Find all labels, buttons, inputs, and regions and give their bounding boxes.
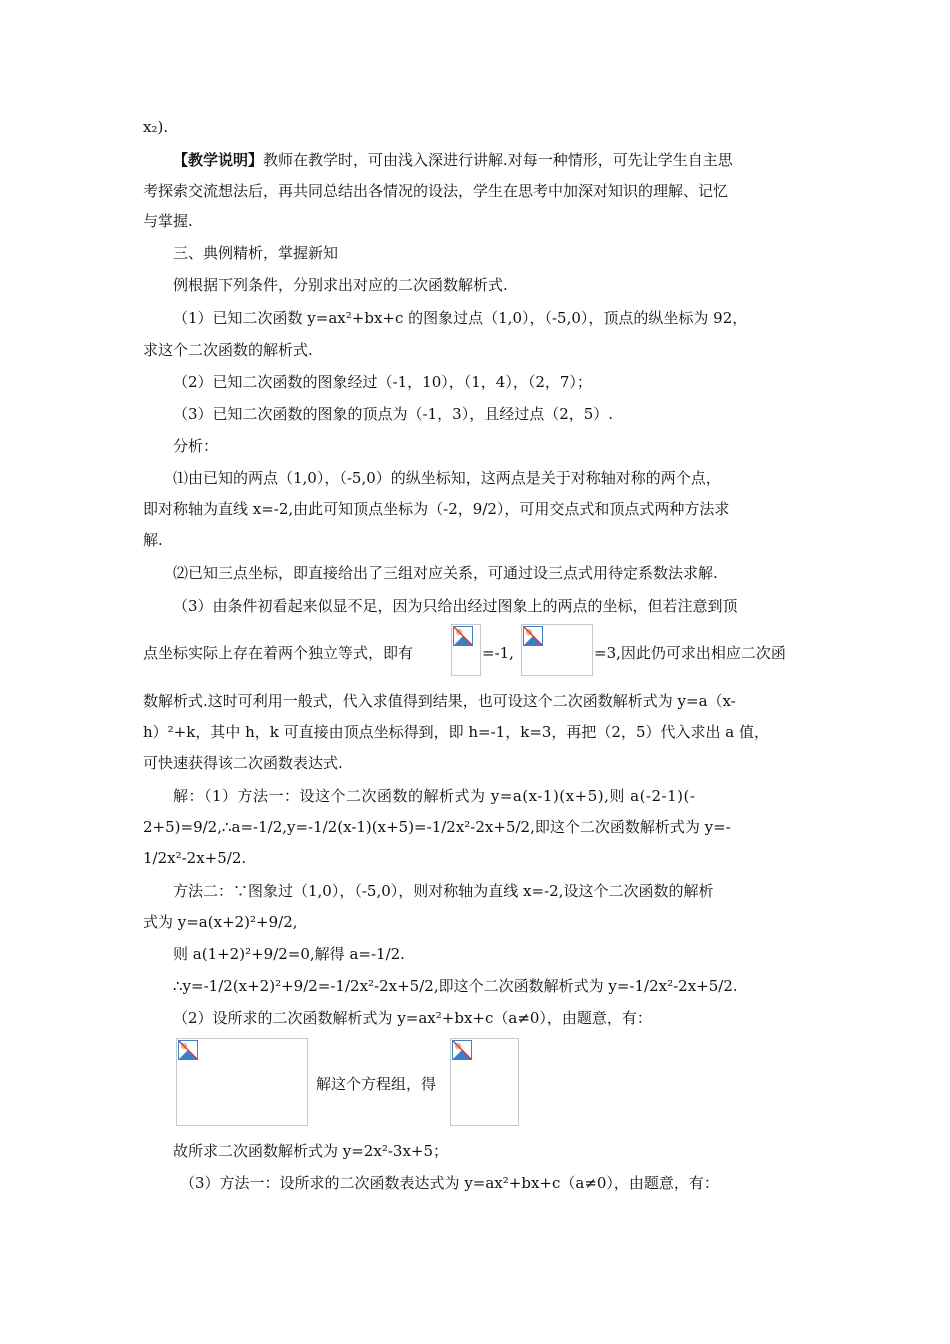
teaching-note-label: 【教学说明】 (173, 151, 264, 169)
text-line: （3）方法一：设所求的二次函数表达式为 y=ax²+bx+c（a≠0），由题意，有： (180, 1174, 719, 1192)
text-line: 即对称轴为直线 x=-2,由此可知顶点坐标为（-2，9/2），可用交点式和顶点式两种方法求 (143, 500, 730, 518)
broken-image-icon (452, 1040, 472, 1060)
text-line: ∴y=-1/2(x+2)²+9/2=-1/2x²-2x+5/2,即这个二次函数解析式为 y=-1/2x²-2x+5/2. (173, 977, 738, 995)
text-line: （3）已知二次函数的图象的顶点为（-1，3），且经过点（2，5）. (173, 405, 614, 423)
text-line: 与掌握. (143, 212, 193, 230)
text-line: （2）设所求的二次函数解析式为 y=ax²+bx+c（a≠0），由题意，有： (173, 1009, 652, 1027)
text-span: =-1, (482, 644, 514, 662)
text-line: 点坐标实际上存在着两个独立等式，即有 (143, 644, 414, 662)
text-line: 例根据下列条件，分别求出对应的二次函数解析式. (173, 276, 508, 294)
text-line: 2+5)=9/2,∴a=-1/2,y=-1/2(x-1)(x+5)=-1/2x²-2x+5/2,即这个二次函数解析式为 y=- (143, 818, 731, 836)
text-line: ⑵已知三点坐标，即直接给出了三组对应关系，可通过设三点式用待定系数法求解. (173, 564, 718, 582)
text-line: （2）已知二次函数的图象经过（-1，10），（1，4），（2，7）； (173, 373, 592, 391)
text-line: 式为 y=a(x+2)²+9/2, (143, 913, 298, 931)
text-line: 可快速获得该二次函数表达式. (143, 754, 343, 772)
text-line: 分析： (173, 437, 219, 455)
text-line: （1）已知二次函数 y=ax²+bx+c 的图象过点（1,0），（-5,0），顶点的纵坐标为 92， (173, 309, 748, 327)
text-line: ⑴由已知的两点（1,0），（-5,0）的纵坐标知，这两点是关于对称轴对称的两个点， (173, 469, 721, 487)
solution-image-placeholder (450, 1038, 519, 1126)
text-line: 解：（1）方法一：设这个二次函数的解析式为 y=a(x-1)(x+5),则 a(-2-1)(- (173, 787, 696, 805)
text-span: 教师在教学时，可由浅入深进行讲解.对每一种情形，可先让学生自主思 (263, 151, 733, 169)
text-line: 故所求二次函数解析式为 y=2x²-3x+5； (173, 1142, 449, 1160)
text-line: h）²+k，其中 h，k 可直接由顶点坐标得到，即 h=-1，k=3，再把（2，5）代入求出 a 值， (143, 723, 769, 741)
text-span: 解这个方程组，得 (316, 1075, 437, 1093)
text-line: 方法二：∵图象过（1,0），（-5,0），则对称轴为直线 x=-2,设这个二次函数的解析 (173, 882, 714, 900)
text-span: =3,因此仍可求出相应二次函 (594, 644, 786, 662)
text-line: 数解析式.这时可利用一般式，代入求值得到结果，也可设这个二次函数解析式为 y=a（x- (143, 692, 736, 710)
text-line: 求这个二次函数的解析式. (143, 341, 313, 359)
text-line (173, 150, 807, 170)
broken-image-icon (523, 626, 543, 646)
text-line: 则 a(1+2)²+9/2=0,解得 a=-1/2. (173, 945, 405, 963)
broken-image-icon (178, 1040, 198, 1060)
formula-image-placeholder (451, 624, 481, 676)
text-line: 解. (143, 531, 163, 549)
text-line: 1/2x²-2x+5/2. (143, 849, 247, 867)
text-line: x₂). (143, 118, 169, 136)
formula-image-placeholder (521, 624, 593, 676)
broken-image-icon (453, 626, 473, 646)
equation-system-image-placeholder (176, 1038, 308, 1126)
text-line: 考探索交流想法后，再共同总结出各情况的设法，学生在思考中加深对知识的理解、记忆 (143, 182, 729, 200)
text-line: （3）由条件初看起来似显不足，因为只给出经过图象上的两点的坐标，但若注意到顶 (173, 597, 738, 615)
section-heading: 三、典例精析，掌握新知 (173, 244, 339, 262)
